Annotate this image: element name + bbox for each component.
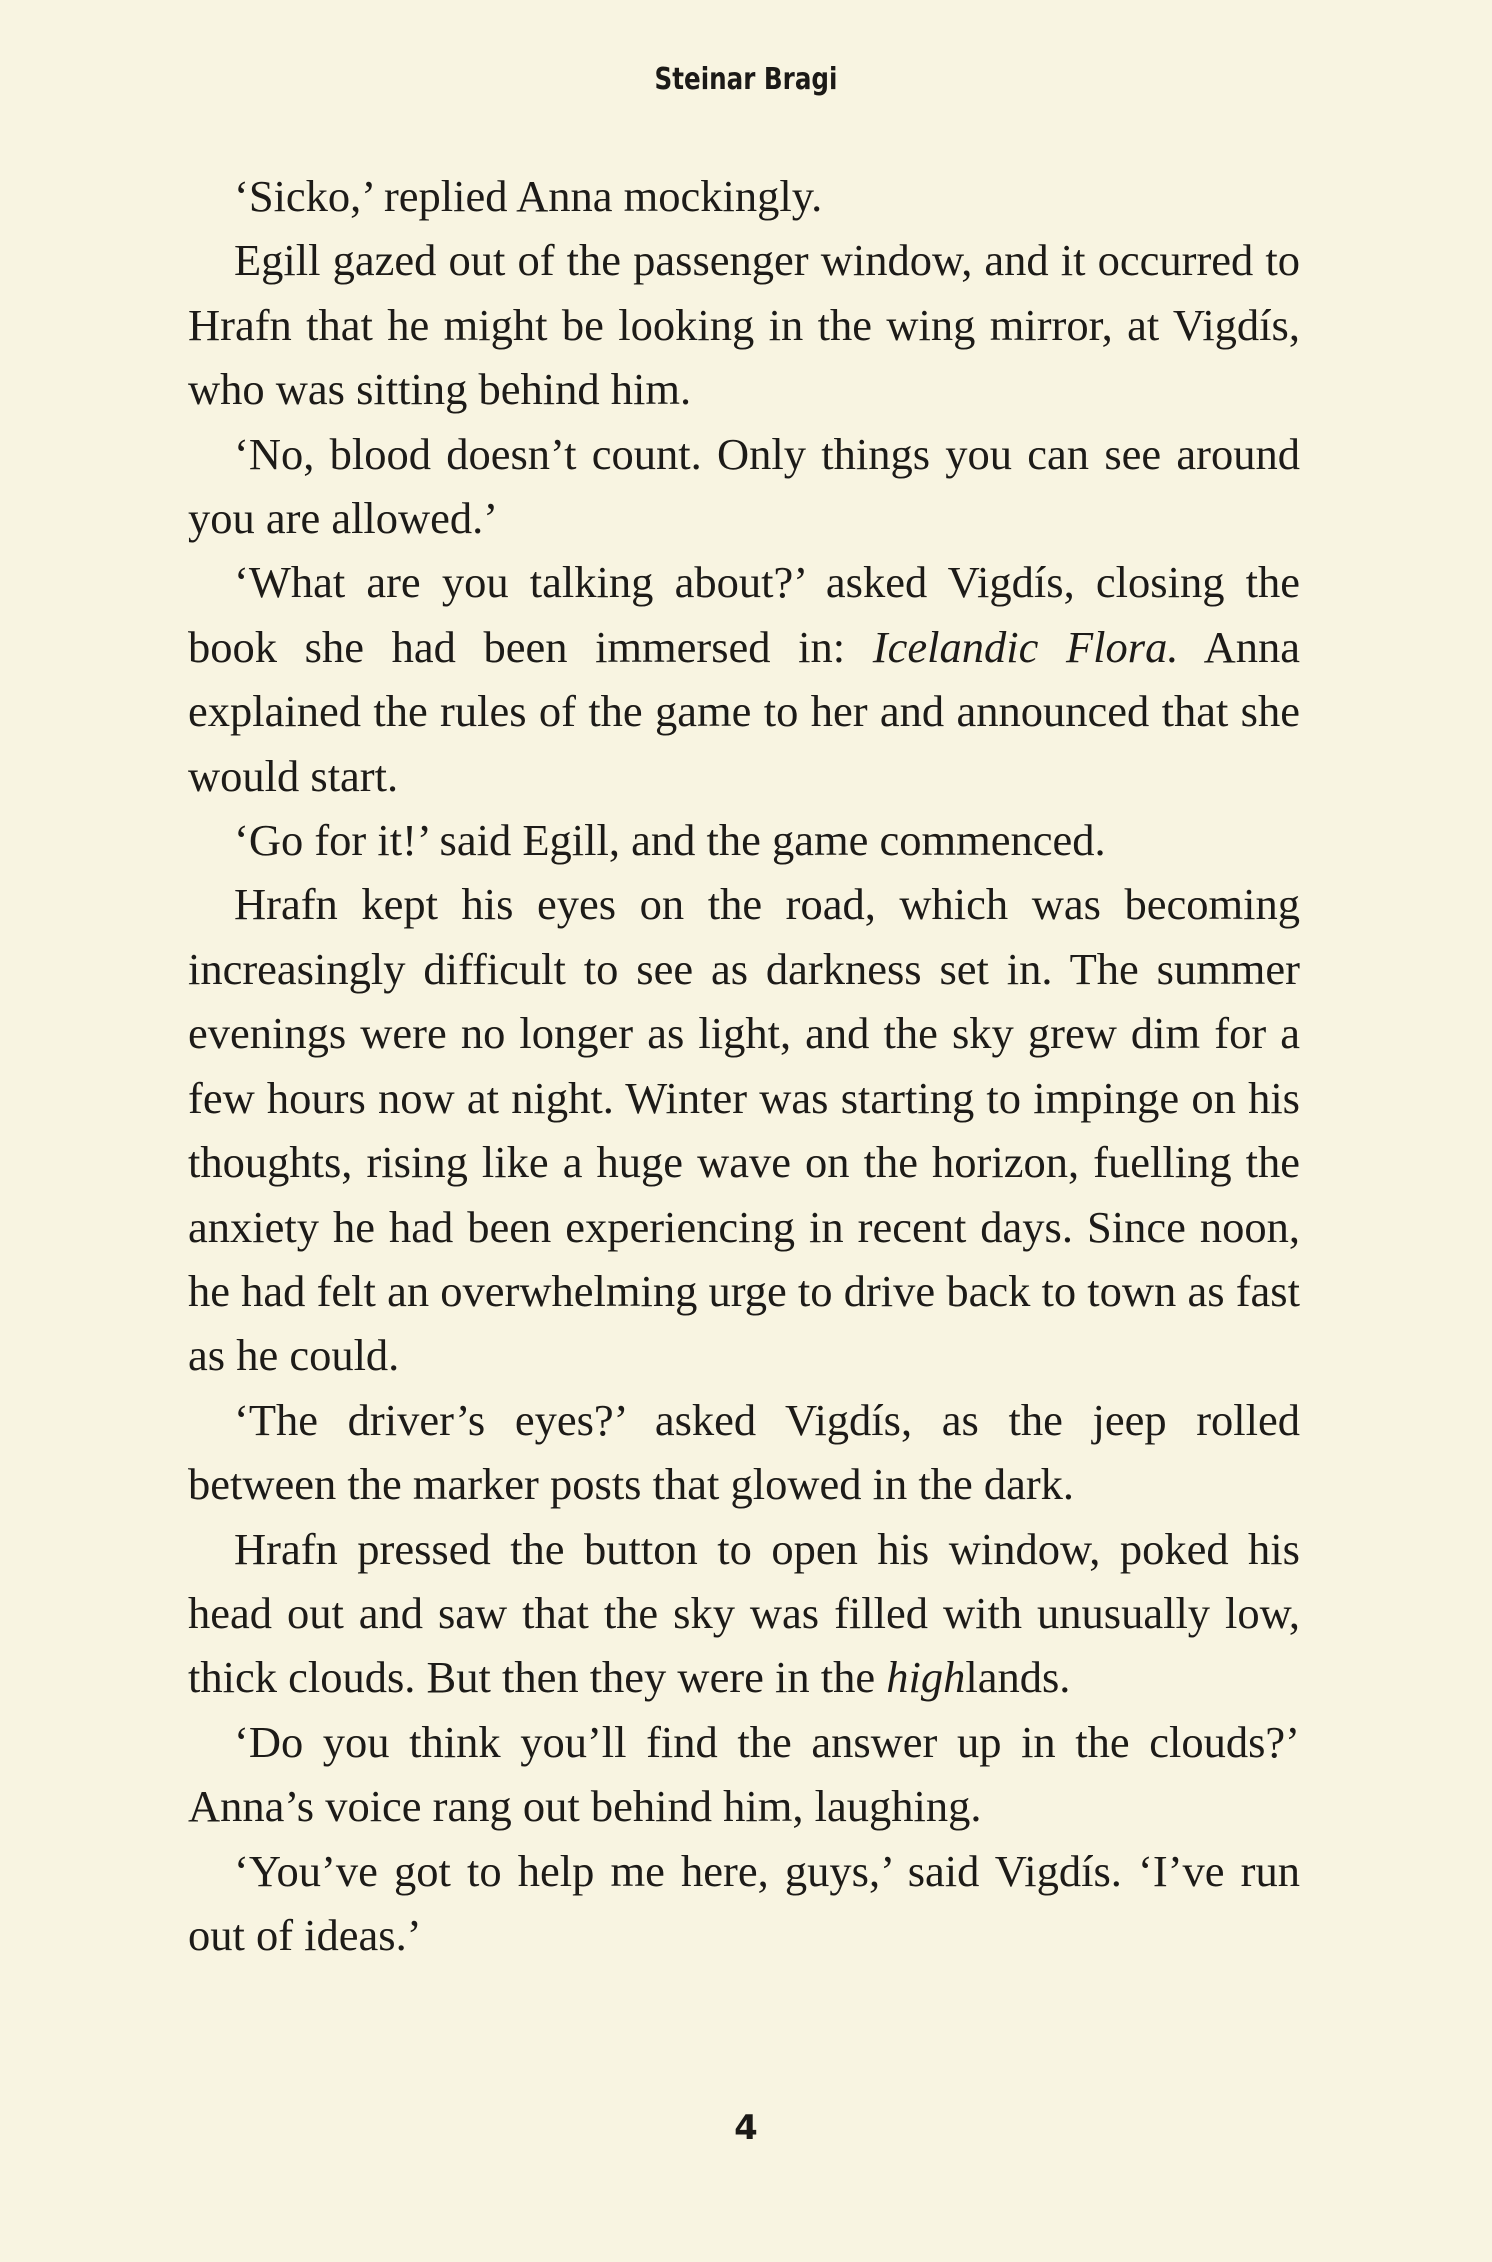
- page-number: 4: [734, 2108, 758, 2148]
- emphasis-italic: high: [886, 1652, 966, 1703]
- paragraph-6: Hrafn kept his eyes on the road, which was becoming increasingly difficult to see as darkness set in. The summer evenings were no longer as light, and the sky grew dim for a few hours now at night. Winter was starting to impinge on his thoughts, rising like a huge wave on the horizon, fuelling the anxiety he had been experiencing in recent days. Since noon, he had felt an overwhelming urge to drive back to town as fast as he could.: [188, 879, 1300, 1381]
- paragraph-5: ‘Go for it!’ said Egill, and the game commenced.: [234, 815, 1106, 866]
- body-text: [188, 164, 1300, 1967]
- running-head: Steinar Bragi: [654, 62, 838, 97]
- paragraph-4-text-a: ‘What are you talking about?’ asked Vigdís, closing the book she had been immersed in:: [188, 557, 1300, 672]
- paragraph-1: ‘Sicko,’ replied Anna mockingly.: [234, 171, 823, 221]
- paragraph-9: ‘Do you think you’ll find the answer up in the clouds?’ Anna’s voice rang out behind him, laughing.: [188, 1716, 1300, 1832]
- paragraph-8: [188, 1517, 1300, 1710]
- paragraph-4: [188, 550, 1300, 808]
- paragraph-8-text-a: Hrafn pressed the button to open his window, poked his head out and saw that the sky was filled with unusually low, thick clouds. But then they were in the: [188, 1523, 1300, 1703]
- paragraph-10: ‘You’ve got to help me here, guys,’ said Vigdís. ‘I’ve run out of ideas.’: [188, 1845, 1300, 1960]
- book-title-italic: Icelandic Flora.: [872, 621, 1179, 672]
- paragraph-4-text-b: Anna explained the rules of the game to her and announced that she would start.: [188, 621, 1301, 801]
- paragraph-2: Egill gazed out of the passenger window, and it occurred to Hrafn that he might be looking in the wing mirror, at Vigdís, who was sitting behind him.: [188, 235, 1300, 415]
- paragraph-7: ‘The driver’s eyes?’ asked Vigdís, as the jeep rolled between the marker posts that glowed in the dark.: [188, 1394, 1300, 1510]
- paragraph-3: ‘No, blood doesn’t count. Only things you can see around you are allowed.’: [188, 428, 1300, 544]
- paragraph-8-text-b: lands.: [965, 1652, 1071, 1703]
